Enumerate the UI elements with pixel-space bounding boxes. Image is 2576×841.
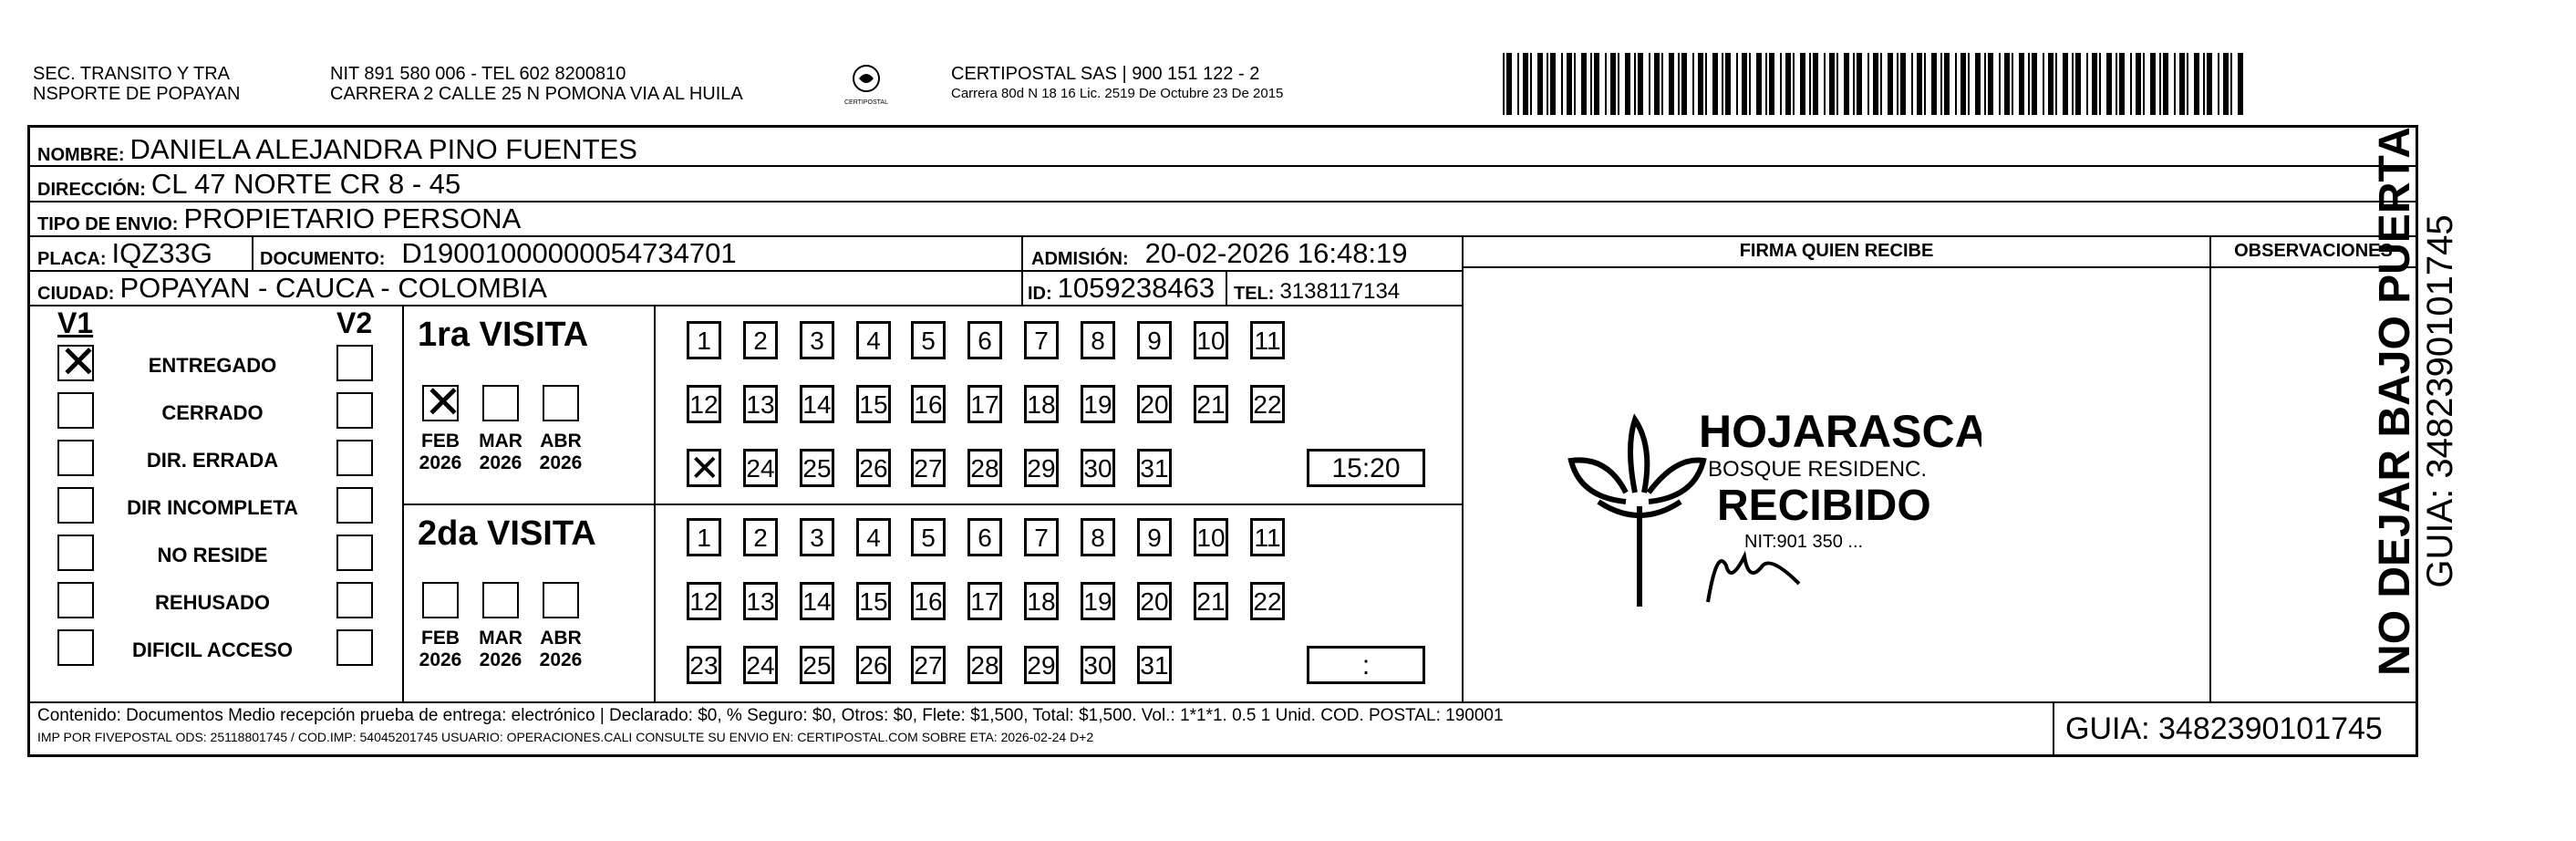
month-checkbox[interactable] bbox=[422, 377, 462, 428]
day-box[interactable]: 3 bbox=[800, 518, 834, 556]
svg-text:CERTIPOSTAL: CERTIPOSTAL bbox=[844, 99, 888, 106]
day-box[interactable]: 31 bbox=[1137, 646, 1172, 684]
day-box[interactable]: 21 bbox=[1194, 582, 1228, 620]
month-checkbox[interactable] bbox=[482, 582, 519, 618]
visit1-title: 1ra VISITA bbox=[418, 316, 589, 354]
status-option-label: DIR INCOMPLETA bbox=[127, 496, 298, 519]
status-v2-checkbox[interactable] bbox=[336, 440, 373, 476]
status-v1-checkbox[interactable] bbox=[57, 582, 94, 618]
month-checkbox[interactable] bbox=[543, 582, 579, 618]
svg-text:NIT:901 350 ...: NIT:901 350 ... bbox=[1744, 532, 1864, 552]
admission-cell bbox=[1031, 237, 1408, 270]
day-box[interactable]: 24 bbox=[743, 646, 778, 684]
day-box[interactable]: 19 bbox=[1081, 582, 1115, 620]
status-v2-checkbox[interactable] bbox=[336, 392, 373, 429]
day-box[interactable]: 30 bbox=[1081, 449, 1115, 487]
address-label: DIRECCIÓN: bbox=[37, 180, 146, 200]
day-box[interactable]: 28 bbox=[967, 646, 1002, 684]
day-box[interactable]: 19 bbox=[1081, 385, 1115, 423]
sender-contact bbox=[330, 64, 743, 104]
status-option-label: CERRADO bbox=[161, 401, 264, 424]
status-v1-checkbox[interactable] bbox=[57, 535, 94, 571]
id-label: ID: bbox=[1028, 284, 1052, 304]
certipostal-logo bbox=[837, 62, 895, 108]
courier-name: CERTIPOSTAL SAS | 900 151 122 - 2 bbox=[951, 64, 1260, 84]
id-value: 1059238463 bbox=[1057, 272, 1216, 304]
tel-label: TEL: bbox=[1234, 284, 1275, 304]
type-row bbox=[37, 202, 521, 235]
status-v2-checkbox[interactable] bbox=[336, 629, 373, 666]
status-v1-checkbox[interactable] bbox=[57, 487, 94, 524]
print-info-line: IMP POR FIVEPOSTAL ODS: 25118801745 / COD.IMP: 54045201745 USUARIO: OPERACIONES.CALI CONSULTE SU ENVIO EN: CERTIPOSTAL.COM SOBRE ETA: 2026-02-24 D+2 bbox=[37, 730, 1094, 744]
day-box[interactable]: 6 bbox=[967, 321, 1002, 359]
day-box[interactable]: 27 bbox=[911, 449, 946, 487]
day-box[interactable]: 23 bbox=[687, 646, 721, 684]
day-box[interactable]: 31 bbox=[1137, 449, 1172, 487]
day-box[interactable]: 15 bbox=[856, 385, 891, 423]
day-box[interactable]: 12 bbox=[687, 582, 721, 620]
day-box[interactable]: 4 bbox=[856, 518, 891, 556]
status-v2-checkbox[interactable] bbox=[336, 535, 373, 571]
day-box-checked[interactable]: ✕ bbox=[687, 449, 721, 487]
shipment-type: PROPIETARIO PERSONA bbox=[183, 202, 522, 234]
day-box[interactable]: 8 bbox=[1081, 518, 1115, 556]
day-box[interactable]: 22 bbox=[1250, 582, 1285, 620]
plate-row bbox=[37, 237, 212, 270]
day-box[interactable]: 26 bbox=[856, 449, 891, 487]
day-box[interactable]: 17 bbox=[967, 385, 1002, 423]
no-leave-under-door-warning: NO DEJAR BAJO PUERTA bbox=[2371, 127, 2419, 676]
day-box[interactable]: 15 bbox=[856, 582, 891, 620]
month-label: ABR 2026 bbox=[539, 628, 583, 670]
month-checkbox[interactable] bbox=[482, 385, 519, 421]
status-option-label: DIR. ERRADA bbox=[146, 449, 279, 472]
day-box[interactable]: 20 bbox=[1137, 582, 1172, 620]
day-box[interactable]: 2 bbox=[743, 321, 778, 359]
month-label: FEB 2026 bbox=[419, 628, 462, 670]
day-box[interactable]: 7 bbox=[1024, 518, 1059, 556]
month-label: ABR 2026 bbox=[539, 431, 583, 473]
day-box[interactable]: 29 bbox=[1024, 646, 1059, 684]
time-field[interactable]: 15:20 bbox=[1307, 449, 1425, 487]
month-label: MAR 2026 bbox=[479, 431, 522, 473]
courier-info bbox=[951, 64, 1283, 104]
day-box[interactable]: 10 bbox=[1194, 321, 1228, 359]
day-box[interactable]: 7 bbox=[1024, 321, 1059, 359]
name-row bbox=[37, 133, 637, 166]
day-box[interactable]: 2 bbox=[743, 518, 778, 556]
svg-text:BOSQUE RESIDENC.: BOSQUE RESIDENC. bbox=[1708, 457, 1928, 482]
status-option-label: REHUSADO bbox=[155, 591, 270, 614]
month-label: FEB 2026 bbox=[419, 431, 462, 473]
city-label: CIUDAD: bbox=[37, 284, 115, 304]
type-label: TIPO DE ENVIO: bbox=[37, 214, 179, 234]
day-box[interactable]: 29 bbox=[1024, 449, 1059, 487]
sender-entity bbox=[33, 64, 240, 104]
day-box[interactable]: 28 bbox=[967, 449, 1002, 487]
day-box[interactable]: 11 bbox=[1250, 321, 1285, 359]
day-box[interactable]: 13 bbox=[743, 582, 778, 620]
day-box[interactable]: 6 bbox=[967, 518, 1002, 556]
courier-license: Carrera 80d N 18 16 Lic. 2519 De Octubre 23 De 2015 bbox=[951, 86, 1284, 101]
time-field[interactable]: : bbox=[1307, 646, 1425, 684]
recipient-name: DANIELA ALEJANDRA PINO FUENTES bbox=[129, 133, 637, 165]
month-checkbox[interactable] bbox=[422, 582, 459, 618]
document-cell bbox=[260, 237, 737, 270]
day-box[interactable]: 9 bbox=[1137, 518, 1172, 556]
status-v1-checkbox[interactable] bbox=[57, 337, 98, 388]
day-box[interactable]: 1 bbox=[687, 518, 721, 556]
city-row bbox=[37, 272, 547, 305]
address-row bbox=[37, 168, 460, 201]
id-cell bbox=[1028, 272, 1215, 305]
day-box[interactable]: 20 bbox=[1137, 385, 1172, 423]
document-label: DOCUMENTO: bbox=[260, 249, 386, 269]
status-v2-checkbox[interactable] bbox=[336, 582, 373, 618]
status-option-label: NO RESIDE bbox=[157, 544, 268, 566]
day-box[interactable]: 9 bbox=[1137, 321, 1172, 359]
day-box[interactable]: 18 bbox=[1024, 582, 1059, 620]
tel-cell bbox=[1234, 272, 1400, 305]
day-box[interactable]: 13 bbox=[743, 385, 778, 423]
day-box[interactable]: 25 bbox=[800, 646, 834, 684]
v2-label: V2 bbox=[336, 306, 373, 339]
status-option-label: DIFICIL ACCESO bbox=[131, 639, 293, 661]
admission-value: 20-02-2026 16:48:19 bbox=[1144, 237, 1408, 269]
receipt-stamp bbox=[1562, 392, 1981, 620]
barcode bbox=[1503, 53, 2250, 115]
status-v2-checkbox[interactable] bbox=[336, 345, 373, 381]
status-option-label: ENTREGADO bbox=[148, 354, 277, 377]
day-box[interactable]: 11 bbox=[1250, 518, 1285, 556]
day-box[interactable]: 1 bbox=[687, 321, 721, 359]
day-box[interactable]: 5 bbox=[911, 321, 946, 359]
city-value: POPAYAN - CAUCA - COLOMBIA bbox=[119, 272, 547, 304]
day-box[interactable]: 4 bbox=[856, 321, 891, 359]
status-v2-checkbox[interactable] bbox=[336, 487, 373, 524]
month-label: MAR 2026 bbox=[479, 628, 522, 670]
day-box[interactable]: 22 bbox=[1250, 385, 1285, 423]
day-box[interactable]: 17 bbox=[967, 582, 1002, 620]
day-box[interactable]: 18 bbox=[1024, 385, 1059, 423]
footer-guia: GUIA: 3482390101745 bbox=[2065, 711, 2383, 746]
status-v1-checkbox[interactable] bbox=[57, 629, 94, 666]
delivery-form bbox=[27, 125, 2418, 757]
sender-entity-line1: SEC. TRANSITO Y TRA bbox=[33, 64, 230, 84]
day-box[interactable]: 27 bbox=[911, 646, 946, 684]
day-box[interactable]: 8 bbox=[1081, 321, 1115, 359]
day-box[interactable]: 12 bbox=[687, 385, 721, 423]
lotus-logo-icon bbox=[1562, 392, 1981, 620]
svg-text:RECIBIDO: RECIBIDO bbox=[1717, 482, 1931, 530]
day-box[interactable]: 21 bbox=[1194, 385, 1228, 423]
plate-label: PLACA: bbox=[37, 249, 107, 269]
day-box[interactable]: 10 bbox=[1194, 518, 1228, 556]
month-checkbox[interactable] bbox=[543, 385, 579, 421]
day-box[interactable]: 30 bbox=[1081, 646, 1115, 684]
day-box[interactable]: 24 bbox=[743, 449, 778, 487]
side-text bbox=[2371, 73, 2498, 730]
sender-nit: NIT 891 580 006 - TEL 602 8200810 bbox=[330, 64, 626, 84]
x-mark-icon: ✕ bbox=[424, 377, 462, 428]
sender-entity-line2: NSPORTE DE POPAYAN bbox=[33, 84, 241, 104]
day-box[interactable]: 25 bbox=[800, 449, 834, 487]
day-box[interactable]: 16 bbox=[911, 582, 946, 620]
day-box[interactable]: 5 bbox=[911, 518, 946, 556]
contents-line: Contenido: Documentos Medio recepción prueba de entrega: electrónico | Declarado: $0, % Seguro: $0, Otros: $0, Flete: $1,500, Total: $1,500. Vol.: 1*1*1. 0.5 1 Unid. COD. POSTAL: 190001 bbox=[37, 706, 1504, 725]
day-box[interactable]: 16 bbox=[911, 385, 946, 423]
signature-header: FIRMA QUIEN RECIBE bbox=[1739, 241, 1934, 261]
day-box[interactable]: 14 bbox=[800, 385, 834, 423]
day-box[interactable]: 3 bbox=[800, 321, 834, 359]
v1-label: V1 bbox=[57, 306, 94, 339]
admission-label: ADMISIÓN: bbox=[1031, 249, 1129, 269]
name-label: NOMBRE: bbox=[37, 145, 125, 165]
status-v1-checkbox[interactable] bbox=[57, 392, 94, 429]
observations-header: OBSERVACIONES bbox=[2234, 241, 2393, 261]
svg-text:HOJARASCA: HOJARASCA bbox=[1699, 406, 1981, 457]
day-box[interactable]: 26 bbox=[856, 646, 891, 684]
tel-value: 3138117134 bbox=[1279, 279, 1401, 304]
side-guia: GUIA: 3482390101745 bbox=[2420, 214, 2460, 588]
x-mark-icon: ✕ bbox=[59, 337, 98, 388]
plate-value: IQZ33G bbox=[111, 237, 212, 269]
document-value: D19001000000054734701 bbox=[401, 237, 737, 269]
status-v1-checkbox[interactable] bbox=[57, 440, 94, 476]
recipient-address: CL 47 NORTE CR 8 - 45 bbox=[150, 168, 461, 200]
sender-address: CARRERA 2 CALLE 25 N POMONA VIA AL HUILA bbox=[330, 84, 743, 104]
day-box[interactable]: 14 bbox=[800, 582, 834, 620]
visit2-title: 2da VISITA bbox=[418, 514, 596, 553]
